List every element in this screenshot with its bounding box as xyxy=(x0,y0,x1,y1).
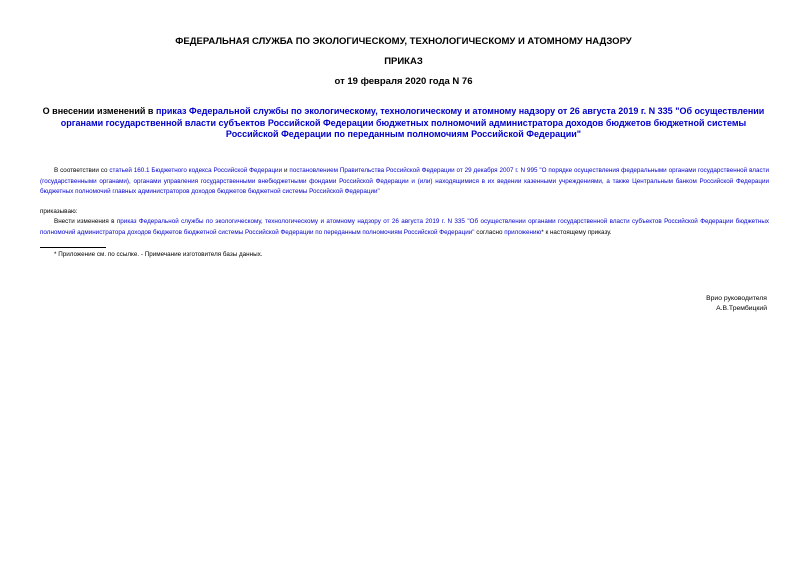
link-budget-code-article[interactable]: статьей 160.1 Бюджетного кодекса Российской Федерации xyxy=(109,167,283,174)
document-subject xyxy=(40,106,767,141)
footnote-divider xyxy=(40,247,106,248)
agency-heading: ФЕДЕРАЛЬНАЯ СЛУЖБА ПО ЭКОЛОГИЧЕСКОМУ, ТЕХНОЛОГИЧЕСКОМУ И АТОМНОМУ НАДЗОРУ xyxy=(175,36,632,47)
p1-mid: и xyxy=(282,167,290,174)
p1-prefix: В соответствии со xyxy=(54,167,110,174)
ordered-label: приказываю: xyxy=(40,208,78,215)
document-date: от 19 февраля 2020 года N 76 xyxy=(334,76,473,87)
p2-mid: согласно xyxy=(474,228,505,236)
document-type: ПРИКАЗ xyxy=(384,56,423,67)
link-government-decree-995[interactable]: постановлением Правительства Российской Федерации от 29 декабря 2007 г. N 995 "О порядке осуществления федеральными органами государственной власти (государственными органами), органами управления государственными внебюджетными фондами Российской Федерации и (или) находящимися в их ведении казенными учреждениями, а также Центральным банком Российской Федерации бюджетных полномочий главных администраторов доходов бюджетов бюджетной системы Российской Федерации" xyxy=(40,167,769,196)
subject-prefix: О внесении изменений в xyxy=(42,106,156,116)
link-order-335[interactable]: приказ Федеральной службы по экологическому, технологическому и атомному надзору от 26 августа 2019 г. N 335 "Об осуществлении органами государственной власти субъектов Российской Федерации бюджетных полномочий администратора доходов бюджетов бюджетной системы Российской Федерации по переданным полномочиям Российской Федерации" xyxy=(40,218,769,236)
subject-link-order-335[interactable]: приказ Федеральной службы по экологическому, технологическому и атомному надзору от 26 августа 2019 г. N 335 "Об осуществлении органами государственной власти субъектов Российской Федерации бюджетных полномочий администратора доходов бюджетов бюджетной системы Российской Федерации по переданным полномочиям Российской Федерации" xyxy=(60,106,765,139)
signatory-role: Врио руководителя xyxy=(706,295,767,302)
paragraph-order xyxy=(40,217,769,238)
paragraph-basis xyxy=(40,166,769,198)
p2-prefix: Внести изменения в xyxy=(54,218,117,225)
signatory-name: А.В.Трембицкий xyxy=(716,305,767,312)
footnote: * Приложение см. по ссылке. - Примечание изготовителя базы данных. xyxy=(54,251,263,258)
link-appendix[interactable]: приложению xyxy=(504,228,542,236)
p2-suffix: * к настоящему приказу. xyxy=(541,228,612,236)
